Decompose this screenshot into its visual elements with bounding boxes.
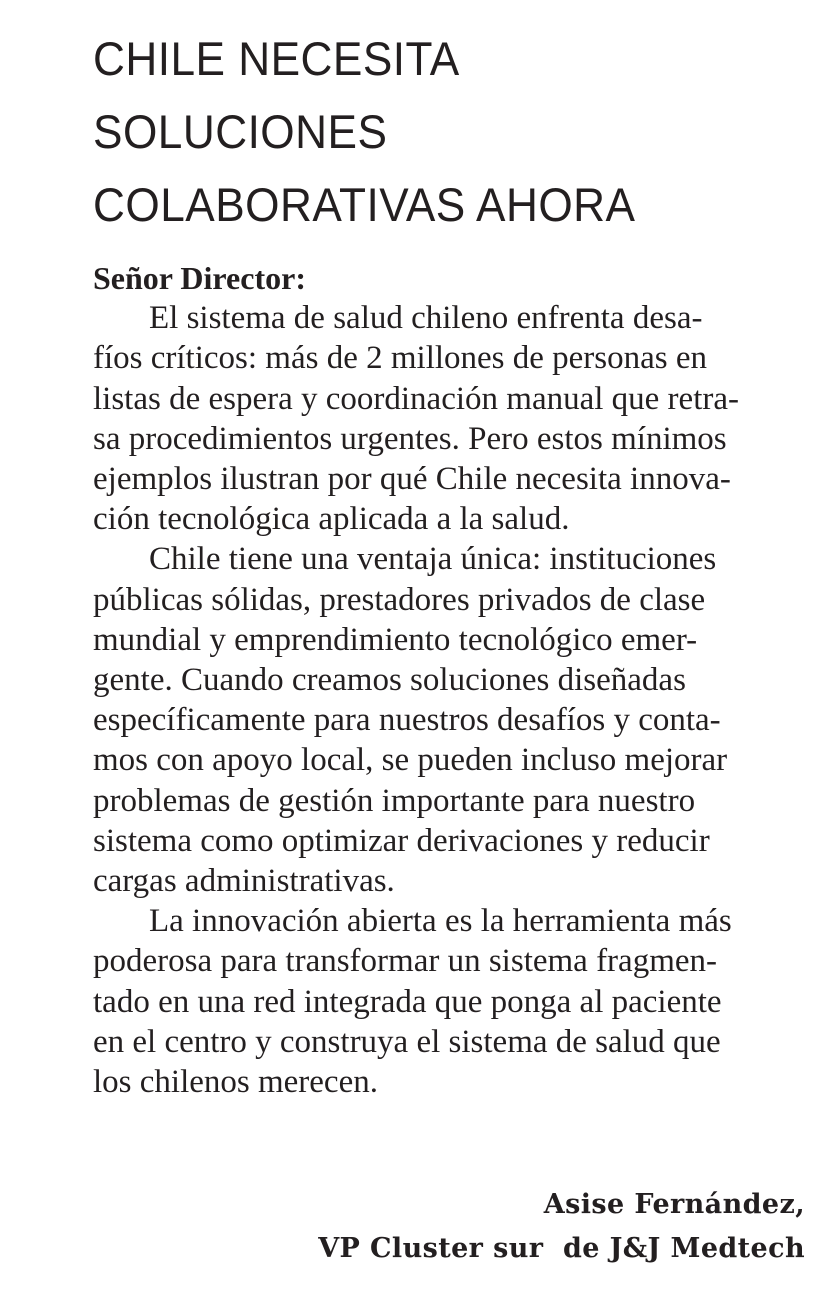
salutation: Señor Director:: [93, 260, 306, 296]
headline-line: SOLUCIONES: [93, 105, 388, 158]
text-line: ejemplos ilustran por qué Chile necesita innova-: [93, 461, 731, 498]
text-line: problemas de gestión importante para nuestro: [93, 782, 696, 819]
letter-body: [93, 258, 805, 1102]
text-line: específicamente para nuestros desafíos y conta-: [93, 702, 721, 739]
text-line: ción tecnológica aplicada a la salud.: [93, 501, 570, 538]
text-line: cargas administrativas.: [93, 863, 395, 900]
text-line: listas de espera y coordinación manual que retra-: [93, 380, 739, 417]
text-line: La innovación abierta es la herramienta más: [149, 903, 732, 940]
text-line: mos con apoyo local, se pueden incluso mejorar: [93, 742, 728, 779]
headline-line: COLABORATIVAS AHORA: [93, 178, 636, 231]
text-line: fíos críticos: más de 2 millones de personas en: [93, 340, 708, 377]
headline: [93, 22, 762, 241]
signature-name: Asise Fernández,: [543, 1189, 805, 1220]
text-line: en el centro y construya el sistema de salud que: [93, 1023, 721, 1060]
text-line: tado en una red integrada que ponga al paciente: [93, 983, 722, 1020]
text-line: los chilenos merecen.: [93, 1064, 378, 1101]
text-line: mundial y emprendimiento tecnológico emer-: [93, 621, 698, 658]
text-line: públicas sólidas, prestadores privados de clase: [93, 581, 706, 618]
paragraph-3: [93, 901, 805, 1102]
text-line: sa procedimientos urgentes. Pero estos mínimos: [93, 420, 727, 457]
text-line: El sistema de salud chileno enfrenta desa-: [149, 300, 703, 337]
text-line: gente. Cuando creamos soluciones diseñadas: [93, 662, 686, 699]
text-line: sistema como optimizar derivaciones y reducir: [93, 822, 710, 859]
paragraph-2: [93, 539, 805, 901]
text-line: poderosa para transformar un sistema fragmen-: [93, 943, 718, 980]
signature: [318, 1183, 805, 1271]
paragraph-1: [93, 298, 805, 539]
text-line: Chile tiene una ventaja única: instituciones: [149, 541, 717, 578]
letter-page: [93, 22, 805, 1101]
signature-title: VP Cluster sur de J&J Medtech: [318, 1233, 805, 1264]
headline-line: CHILE NECESITA: [93, 32, 460, 85]
